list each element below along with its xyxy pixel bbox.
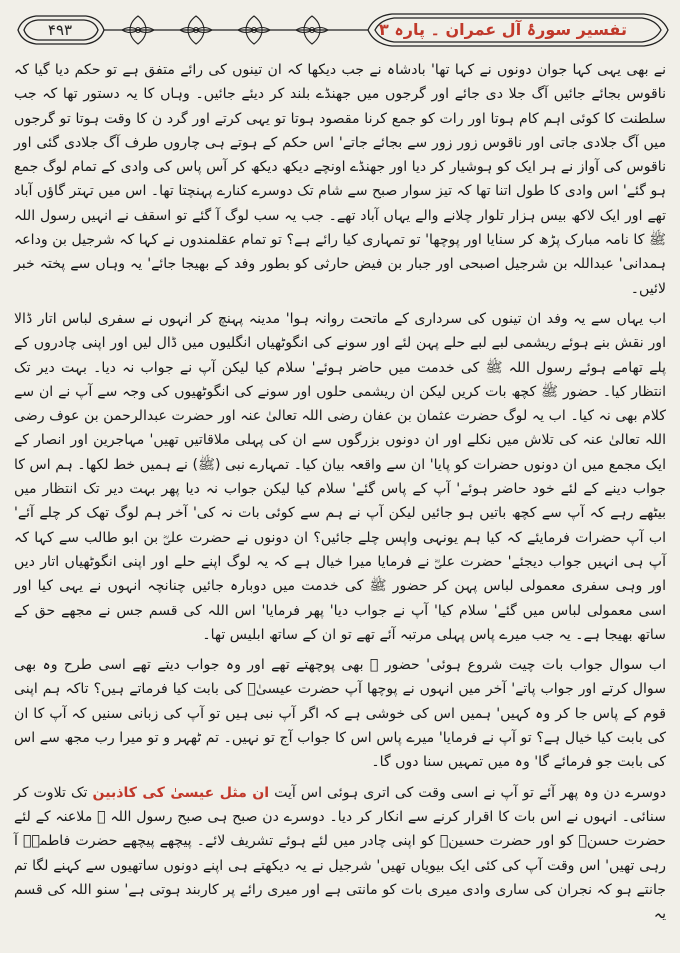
page-body (14, 58, 666, 948)
paragraph-4-lead: دوسرے دن وہ پھر آئے تو آپ نے اسی وقت کی اتری ہوئی اس آیت (274, 784, 666, 801)
paragraph-4-rest: تک تلاوت کر سنائی۔ انہوں نے اس بات کا اقرار کرنے سے انکار کر دیا۔ دوسرے دن صبح ہی صبح رسول اللہ ﷺ ملاعنہ کے لئے حضرت حسنؓ کو اور حضرت حسینؓ کو اپنی چادر میں لئے ہوئے تشریف لائے۔ پیچھے پیچھے حضرت فاطمہؓ آ رہی تھیں' اس وقت آپ کی کئی ایک بیویاں تھیں' شرجیل نے یہ دیکھتے ہی اپنے دونوں ساتھیوں سے کہنے لگا تم جانتے ہو کہ نجران کی ساری وادی میری بات کو مانتی ہے اور میری رائے پر کاربند ہوتی ہے' سنو اللہ کی قسم یہ (14, 784, 666, 923)
paragraph-4 (14, 781, 666, 927)
paragraph-1: نے بھی یہی کہا جوان دونوں نے کہا تھا' بادشاہ نے جب دیکھا کہ ان تینوں کی رائے متفق ہے تو حکم دیا گیا کہ ناقوس بجائے جائیں آگ جلا دی جائے اور گرجوں میں جھنڈے بلند کر دیئے جائیں۔ وہاں کا یہ دستور تھا کہ جب سلطنت کا کوئی اہم کام ہوتا اور رات کو جمع کرنا مقصود ہوتا تو یہی کرتے اور گرد ن کا وقت ہوتا تو گرجوں میں آگ جلادی جاتی اور ناقوس زور زور سے بجائے جاتے' اس حکم کے ہوتے ہی چاروں طرف آگ جلادی گئی اور ناقوس کی آواز نے ہر ایک کو ہوشیار کر دیا اور جھنڈے اونچے دیکھ دیکھ کر آس پاس کی وادی کے تمام لوگ جمع ہو گئے' اس وادی کا طول اتنا تھا کہ تیز سوار صبح سے شام تک دوسرے کنارے پہنچتا تھا۔ اس میں تہتر گاؤں آباد تھے اور ایک لاکھ بیس ہزار تلوار چلانے والے یہاں آباد تھے۔ جب یہ سب لوگ آ گئے تو اسقف نے انہیں رسول اللہ ﷺ کا نامہ مبارک پڑھ کر سنایا اور پوچھا' تو تمہاری کیا رائے ہے؟ تو تمام عقلمندوں نے کہا کہ شرجیل بن وداعہ ہمدانی' عبداللہ بن شرجیل اصبحی اور جبار بن فیض حارثی کو بطور وفد کے بھیجا جائے' یہ وہاں سے پختہ خبر لائیں۔ (14, 62, 666, 297)
paragraph-3: اب سوال جواب بات چیت شروع ہوئی' حضور ﷺ بھی پوچھتے تھے اور وہ جواب دیتے تھے اسی طرح وہ بھی سوال کرتے اور جواب پاتے' آخر میں انہوں نے پوچھا آپ حضرت عیسیٰؑ کی بابت کیا فرماتے ہیں؟ تاکہ ہم اپنی قوم کے پاس جا کر وہ کہیں' ہمیں اس کی خوشی ہے کہ اگر آپ نبی ہیں تو آپ کی زبانی سنیں کہ آپ کا ان کی بابت کیا خیال ہے؟ تو آپ نے فرمایا' میرے پاس اس کا جواب آج تو نہیں۔ تم ٹھہر و تو میرا رب مجھ سے اس کی بابت جو فرمائے گا' وہ میں تمہیں سنا دوں گا۔ (14, 657, 666, 771)
paragraph-2: اب یہاں سے یہ وفد ان تینوں کی سرداری کے ماتحت روانہ ہوا' مدینہ پہنچ کر انہوں نے سفری لباس اتار ڈالا اور نقش بنے ہوئے ریشمی لبے لبے حلے پہن لئے اور سونے کی انگوٹھیاں انگلیوں میں ڈال لیں اور اپنی چادروں کے پلے تھامے ہوئے رسول اللہ ﷺ کی خدمت میں حاضر ہوئے' سلام کیا لیکن آپ نے جواب نہ دیا۔ بہت دیر تک انتظار کیا۔ حضور ﷺ کچھ بات کریں لیکن ان ریشمی حلوں اور سونے کی انگوٹھیوں کی وجہ سے آپ نے ان سے کلام بھی نہ کیا۔ اب یہ لوگ حضرت عثمان بن عفان رضی اللہ تعالیٰ عنہ اور حضرت عبدالرحمن بن عوف رضی اللہ تعالیٰ عنہ کی تلاش میں نکلے اور ان دونوں بزرگوں سے ان کی پہلی ملاقاتیں تھیں' مہاجرین اور انصار کے ایک مجمع میں ان دونوں حضرات کو پایا' ان سے واقعہ بیان کیا۔ تمہارے نبی (ﷺ) نے ہمیں خط لکھا۔ ہم اس کا جواب دینے کے لئے خود حاضر ہوئے' آپ کے پاس گئے' سلام کیا لیکن جواب نہ دیا پھر بہت دیر تک انتظار میں بیٹھے رہے کہ آپ سے کچھ باتیں ہو جائیں لیکن آپ نے ہم سے کوئی بات نہ کی' آخر ہم لوگ تھک کر چلے آئے' اب آپ حضرات فرمایئے کہ کیا ہم یونہی واپس چلے جائیں؟ ان دونوں نے حضرت علیؓ بن ابو طالب سے کہا کہ آپ ہی انہیں جواب دیجئے' حضرت علیؓ نے فرمایا میرا خیال ہے کہ یہ لوگ اپنے حلے اور اپنی انگوٹھیاں اتار دیں اور وہی سفری معمولی لباس پہن کر حضور ﷺ کی خدمت میں دوبارہ جائیں چنانچہ انہوں نے یہی کیا اور اسی معمولی لباس میں گئے' سلام کیا' آپ نے جواب دیا' پھر فرمایا' اس اللہ کی قسم جس نے مجھے حق کے ساتھ بھیجا ہے۔ یہ جب میرے پاس پہلی مرتبہ آئے تھے تو ان کے ساتھ ابلیس تھا۔ (14, 310, 666, 643)
running-header-title: تفسیر سورۂ آل عمران ۔ پارہ ۳ (379, 20, 627, 39)
page-header (8, 10, 672, 50)
quranic-verse-highlight: ان مثل عیسیٰ کی کاذبین (92, 784, 270, 801)
page-number: ۴۹۳ (47, 21, 73, 39)
